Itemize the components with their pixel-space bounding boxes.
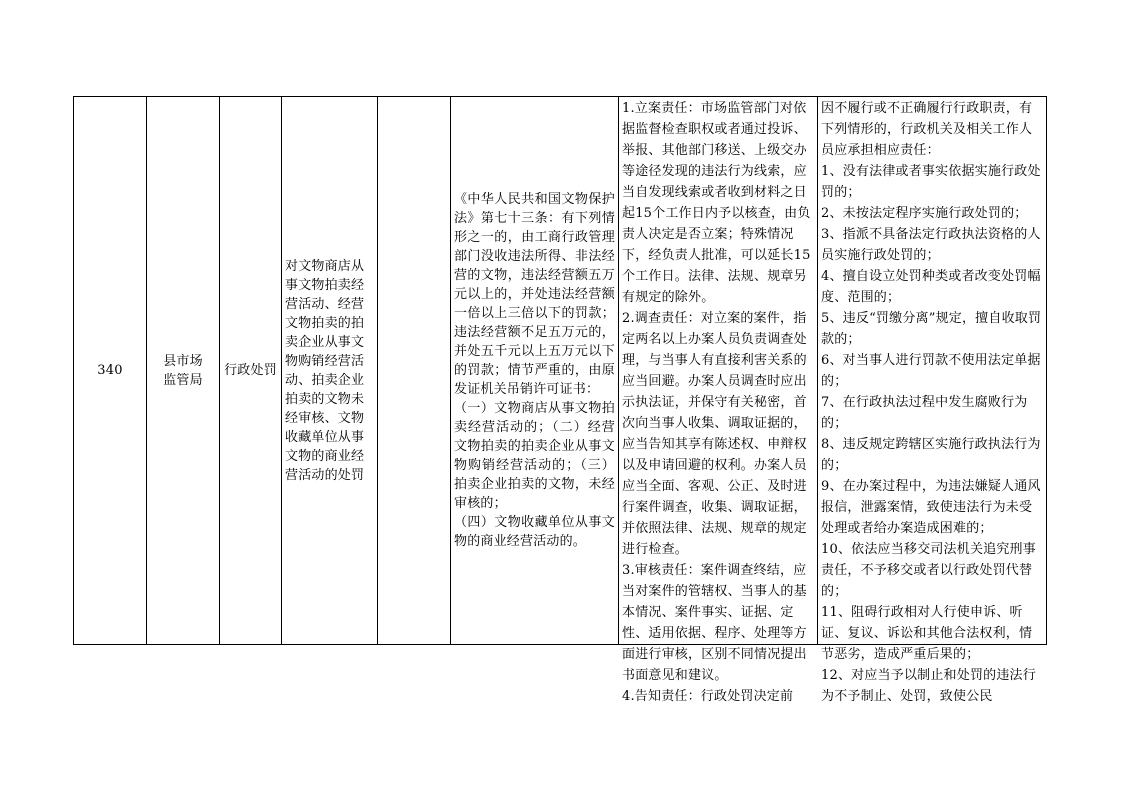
cell-power-type [220, 97, 282, 644]
cell-responsibilities [619, 97, 818, 704]
cell-legal-basis [451, 97, 619, 644]
department-name: 县市场 监管局 [163, 353, 203, 388]
accountability-text: 因不履行或不正确履行行政职责，有下列情形的，行政机关及相关工作人员应承担相应责任： 1、没有法律或者事实依据实施行政处罚的； 2、未按法定程序实施行政处罚的； 3、指派不具备法定行政执法资格的人员实施行政处罚的； 4、擅自设立处罚种类或者改变处罚幅度、范围的； 5、违反“罚缴分离”规定，擅自收取罚款的； 6、对当事人进行罚款不使用法定单据的； 7、在行政执法过程中发生腐败行为的； 8、违反规定跨辖区实施行政执法行为的； 9、在办案过程中，为违法嫌疑人通风报信，泄露案情，致使违法行为未受处理或者给办案造成困难的； 10、依法应当移交司法机关追究刑事责任，不予移交或者以行政处罚代替的； 11、阻碍行政相对人行使申诉、听证、复议、诉讼和其他合法权利，情节恶劣，造成严重后果的； 12、对应当予以制止和处罚的违法行为不予制止、处罚，致使公民 [821, 101, 1042, 704]
cell-item-name [282, 97, 378, 644]
cell-sub-item [378, 97, 451, 644]
cell-accountability [818, 97, 1048, 704]
responsibilities-text: 1.立案责任：市场监管部门对依据监督检查职权或者通过投诉、举报、其他部门移送、上级交办等途径发现的违法行为线索，应当自发现线索或者收到材料之日起15个工作日内予以核查，由负责人决定是否立案；特殊情况下，经负责人批准，可以延长15个工作日。法律、法规、规章另有规定的除外。 2.调查责任：对立案的案件，指定两名以上办案人员负责调查处理，与当事人有直接利害关系的应当回避。办案人员调查时应出示执法证，并保守有关秘密，首次向当事人收集、调取证据的，应当告知其享有陈述权、申辩权以及申请回避的权利。办案人员应当全面、客观、公正、及时进行案件调查，收集、调取证据，并依照法律、法规、规章的规定进行检查。 3.审核责任：案件调查终结，应当对案件的管辖权、当事人的基本情况、案件事实、证据、定性、适用依据、程序、处理等方面进行审核，区别不同情况提出书面意见和建议。 4.告知责任：行政处罚决定前 [622, 101, 811, 704]
row-number: 340 [97, 363, 123, 378]
item-name: 对文物商店从事文物拍卖经营活动、经营文物拍卖的拍卖企业从事文物购销经营活动、拍卖企业拍卖的文物未经审核、文物收藏单位从事文物的商业经营活动的处罚 [285, 258, 365, 483]
power-type: 行政处罚 [224, 363, 277, 378]
cell-number [74, 97, 147, 644]
record-table [73, 96, 1047, 704]
cell-department [147, 97, 220, 644]
legal-basis-text: 《中华人民共和国文物保护法》第七十三条：有下列情形之一的，由工商行政管理部门没收违法所得、非法经营的文物，违法经营额五万元以上的，并处违法经营额一倍以上三倍以下的罚款；违法经营额不足五万元的，并处五千元以上五万元以下的罚款；情节严重的，由原发证机关吊销许可证书： （一）文物商店从事文物拍卖经营活动的；（二）经营文物拍卖的拍卖企业从事文物购销经营活动的；（三）拍卖企业拍卖的文物，未经审核的； （四）文物收藏单位从事文物的商业经营活动的。 [454, 192, 615, 549]
